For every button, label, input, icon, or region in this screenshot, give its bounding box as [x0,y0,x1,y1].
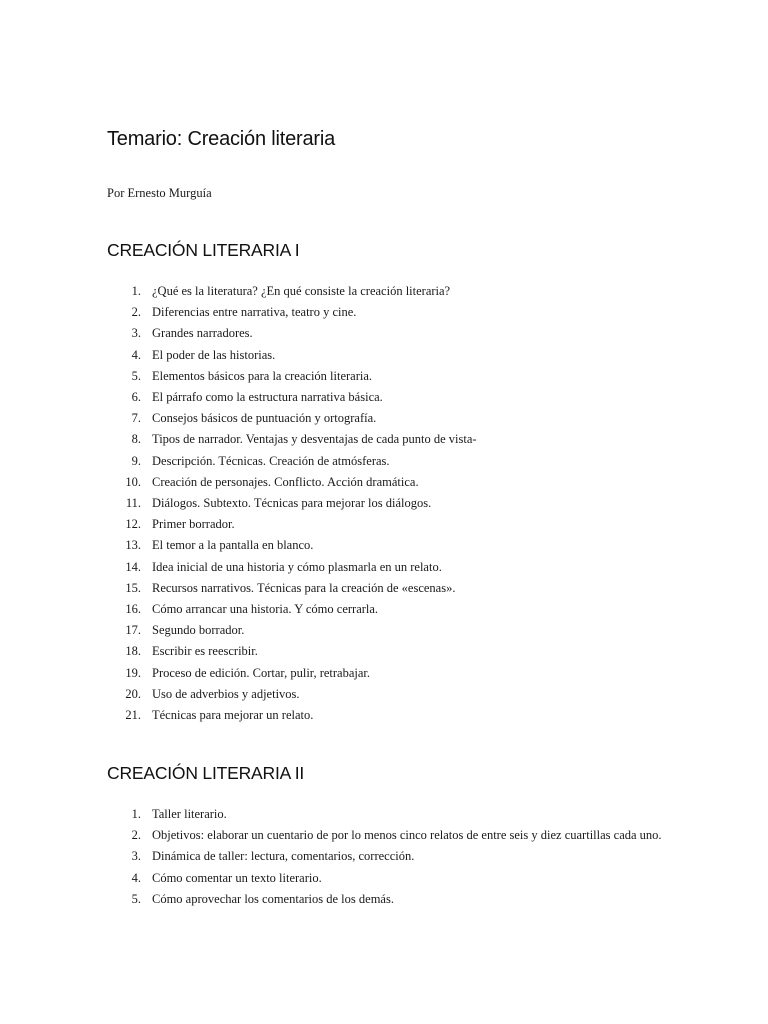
list-item-number: 14. [125,559,141,574]
list-item [107,889,667,910]
list-item-text: Escribir es reescribir. [152,644,258,659]
list-item [107,599,667,620]
list-item-text: Cómo aprovechar los comentarios de los demás. [152,891,394,906]
list-item [107,302,667,323]
list-item [107,493,667,514]
list-item [107,472,667,493]
list-item-text: Tipos de narrador. Ventajas y desventajas de cada punto de vista- [152,432,477,447]
list-item-text: Diferencias entre narrativa, teatro y cine. [152,305,357,320]
list-item-number: 3. [131,326,141,341]
list-item-number: 4. [131,870,141,885]
list-item-text: Creación de personajes. Conflicto. Acción dramática. [152,474,419,489]
list-item [107,663,667,684]
list-item [107,323,667,344]
list-item-number: 2. [131,305,141,320]
list-item-text: Dinámica de taller: lectura, comentarios, corrección. [152,849,415,864]
list-item-text: El temor a la pantalla en blanco. [152,538,314,553]
topic-list-2 [107,804,667,910]
list-item-number: 10. [125,474,141,489]
list-item [107,535,667,556]
list-item-text: Grandes narradores. [152,326,253,341]
list-item-number: 12. [125,517,141,532]
list-item [107,620,667,641]
list-item-text: Elementos básicos para la creación literaria. [152,368,373,383]
list-item [107,868,667,889]
list-item-text: Cómo arrancar una historia. Y cómo cerrarla. [152,602,379,617]
list-item-text: Cómo comentar un texto literario. [152,870,322,885]
list-item-number: 1. [131,807,141,821]
list-item [107,451,667,472]
list-item-number: 3. [131,849,141,864]
list-item-text: ¿Qué es la literatura? ¿En qué consiste la creación literaria? [152,284,451,298]
list-item-number: 5. [131,368,141,383]
list-item [107,366,667,387]
topic-list-1 [107,281,667,726]
list-item-number: 15. [125,580,141,595]
list-item-text: El poder de las historias. [152,347,276,362]
list-item-number: 8. [131,432,141,447]
list-item-text: Objetivos: elaborar un cuentario de por lo menos cinco relatos de entre seis y diez cuartillas cada uno. [152,828,662,843]
list-item-number: 4. [131,347,141,362]
list-item [107,281,667,302]
list-item-text: Idea inicial de una historia y cómo plasmarla en un relato. [152,559,442,574]
list-item [107,429,667,450]
list-item [107,578,667,599]
section-heading-1: CREACIÓN LITERARIA I [107,240,300,260]
section-heading-2: CREACIÓN LITERARIA II [107,763,305,783]
list-item-number: 18. [125,644,141,659]
list-item-text: Recursos narrativos. Técnicas para la creación de «escenas». [152,580,456,595]
list-item-number: 17. [125,623,141,638]
list-item [107,825,667,846]
list-item [107,684,667,705]
list-item [107,641,667,662]
list-item [107,804,667,825]
list-item [107,387,667,408]
list-item-text: Primer borrador. [152,517,235,532]
list-item-number: 19. [125,665,141,680]
list-item-number: 1. [131,284,141,298]
list-item [107,705,667,726]
list-item [107,408,667,429]
list-item-text: Diálogos. Subtexto. Técnicas para mejorar los diálogos. [152,496,432,511]
list-item-number: 7. [131,411,141,426]
list-item-number: 9. [131,453,141,468]
document-title: Temario: Creación literaria [107,128,336,150]
list-item-text: Uso de adverbios y adjetivos. [152,686,300,701]
list-item-number: 16. [125,602,141,617]
list-item-text: Descripción. Técnicas. Creación de atmósferas. [152,453,390,468]
list-item [107,557,667,578]
list-item-number: 21. [125,708,141,723]
list-item-text: Consejos básicos de puntuación y ortografía. [152,411,377,426]
list-item-number: 13. [125,538,141,553]
list-item [107,514,667,535]
list-item-text: Segundo borrador. [152,623,245,638]
list-item-text: Proceso de edición. Cortar, pulir, retrabajar. [152,665,371,680]
list-item-text: Taller literario. [152,807,227,821]
list-item-number: 5. [131,891,141,906]
list-item-number: 20. [125,686,141,701]
document-author: Por Ernesto Murguía [107,186,212,200]
list-item-number: 2. [131,828,141,843]
list-item-number: 11. [125,496,141,511]
list-item-number: 6. [131,390,141,405]
list-item-text: El párrafo como la estructura narrativa básica. [152,390,383,405]
list-item [107,846,667,867]
list-item-text: Técnicas para mejorar un relato. [152,708,314,723]
list-item [107,345,667,366]
